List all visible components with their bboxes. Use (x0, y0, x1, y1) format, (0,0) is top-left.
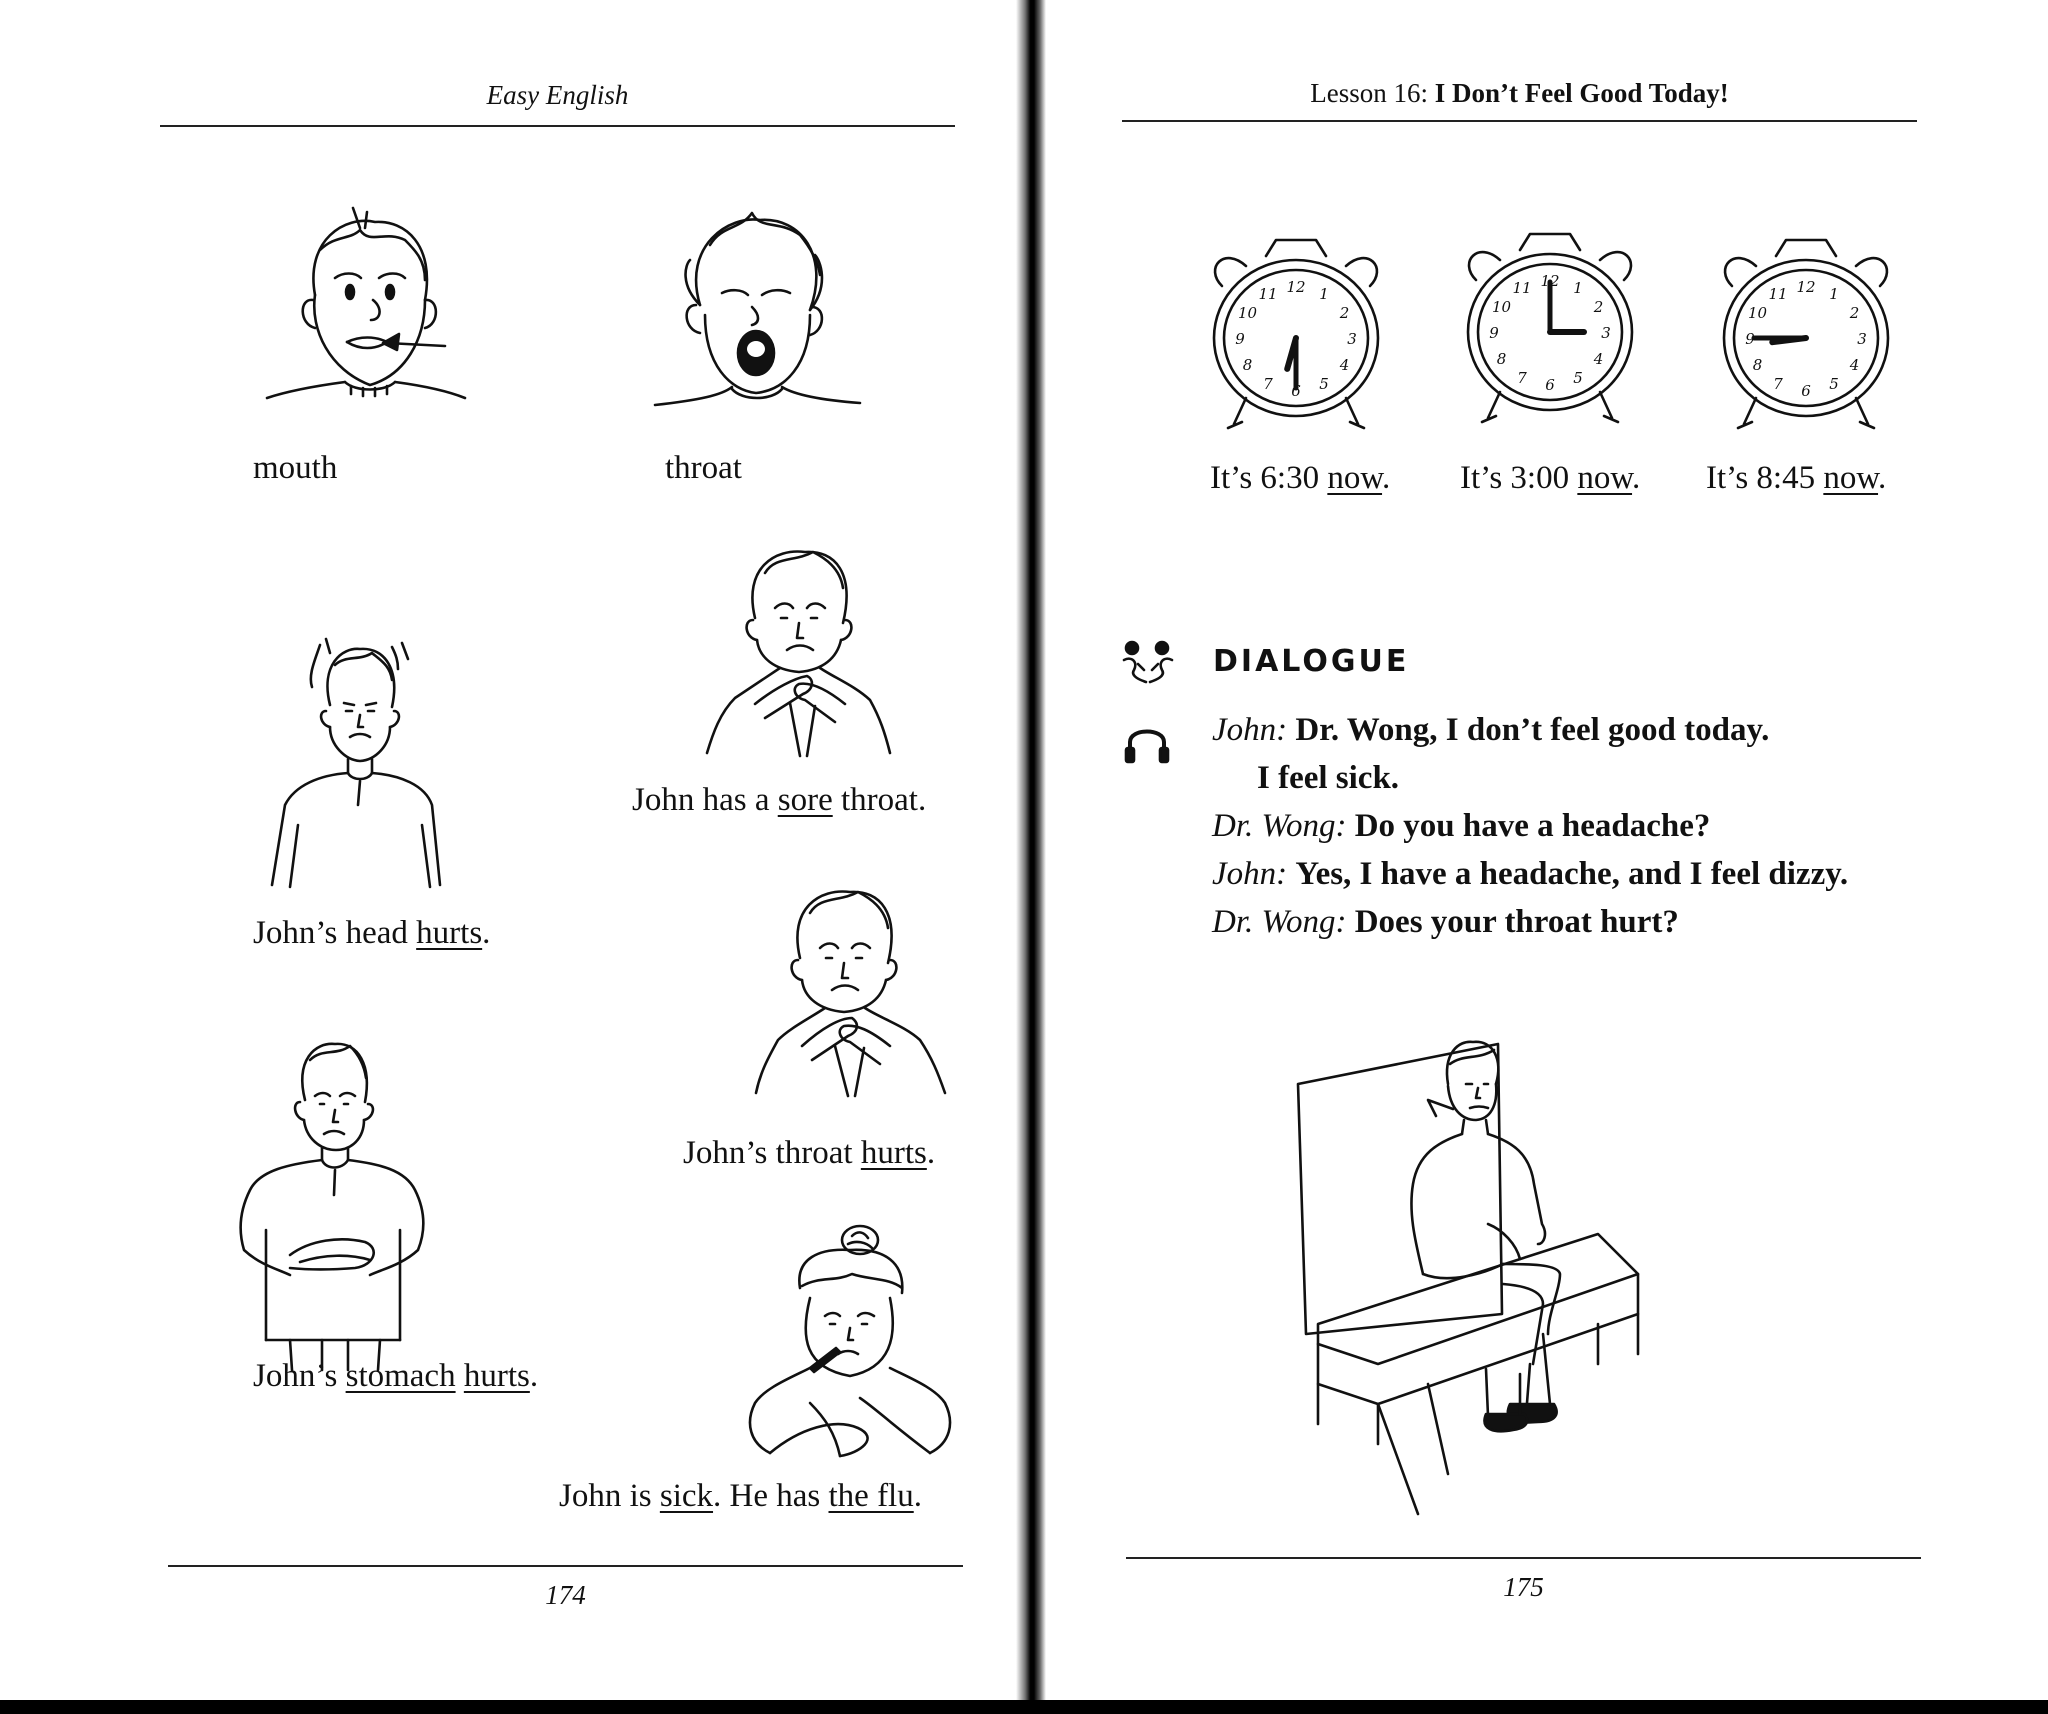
clock-0-numeral-9: 9 (1235, 330, 1245, 348)
clock-1-numeral-10: 10 (1491, 298, 1512, 316)
caption-throat-hurts (683, 1135, 935, 1172)
clock-2-numeral-11: 11 (1768, 285, 1788, 303)
dialogue-line-1 (1257, 760, 1399, 797)
clock-2-numeral-5: 5 (1829, 375, 1839, 393)
dialogue-text-4: Does your throat hurt? (1354, 904, 1679, 940)
clock-2 (1716, 228, 1896, 438)
clock-1-numeral-6: 6 (1545, 376, 1555, 394)
dialogue-line-4 (1212, 904, 1679, 941)
clock-1-numeral-12: 12 (1540, 272, 1560, 290)
stomach-sp (456, 1358, 464, 1394)
clock-0-numeral-10: 10 (1237, 304, 1258, 322)
clock-0-numeral-12: 12 (1286, 278, 1306, 296)
clock-1-post: . (1632, 460, 1641, 496)
stomach-pre: John’s (253, 1358, 346, 1394)
clock-0 (1206, 228, 1386, 438)
sore-u: sore (777, 782, 833, 818)
header-rule-left (160, 125, 955, 127)
throat-illustration (660, 205, 850, 415)
caption-sore-throat (632, 782, 926, 819)
clock-2-numeral-8: 8 (1752, 356, 1763, 374)
clock-0-numeral-11: 11 (1258, 285, 1278, 303)
clock-1-numeral-3: 3 (1601, 324, 1611, 342)
clock-1 (1460, 222, 1640, 432)
stomach-u1: stomach (345, 1358, 456, 1394)
clock-1-numeral-5: 5 (1573, 369, 1583, 387)
caption-head-hurts (253, 915, 490, 952)
clock-0-numeral-6: 6 (1291, 382, 1301, 400)
clock-2-numeral-12: 12 (1796, 278, 1816, 296)
dialogue-line-0 (1212, 712, 1769, 749)
dialogue-text-2: Do you have a headache? (1354, 808, 1711, 844)
clock-2-pre: It’s 8:45 (1706, 460, 1824, 496)
clock-2-post: . (1878, 460, 1887, 496)
flu-post: . (913, 1478, 922, 1514)
running-head-left: Easy English (486, 80, 629, 110)
sore-pre: John has a (632, 782, 778, 818)
clock-1-numeral-9: 9 (1489, 324, 1499, 342)
footer-rule-left (168, 1565, 963, 1567)
scan-bottom-edge (0, 1700, 2048, 1714)
flu-mid: . He has (713, 1478, 829, 1514)
flu-illustration (740, 1218, 960, 1458)
book-gutter (1016, 0, 1046, 1714)
clock-0-numeral-3: 3 (1347, 330, 1357, 348)
caption-flu (559, 1478, 922, 1515)
page-number-left: 174 (545, 1580, 586, 1610)
patient-exam-illustration (1298, 1024, 1698, 1514)
stomach-u2: hurts (463, 1358, 530, 1394)
clock-1-numeral-4: 4 (1593, 350, 1604, 368)
clock-2-numeral-7: 7 (1773, 375, 1783, 393)
throat-hurts-illustration (740, 868, 970, 1108)
clock-1-caption (1460, 460, 1640, 497)
clock-2-numeral-4: 4 (1849, 356, 1860, 374)
clock-0-numeral-8: 8 (1242, 356, 1253, 374)
headphones-icon (1124, 720, 1170, 766)
clock-2-caption (1706, 460, 1886, 497)
caption-throat: throat (665, 450, 742, 486)
clock-1-pre: It’s 3:00 (1460, 460, 1578, 496)
clock-1-numeral-11: 11 (1512, 279, 1532, 297)
sore-post: throat. (832, 782, 927, 818)
clock-2-numeral-1: 1 (1829, 285, 1839, 303)
clock-0-post: . (1382, 460, 1391, 496)
clock-0-now: now (1327, 460, 1383, 496)
throat-post: . (926, 1135, 936, 1171)
head-hurts-illustration (260, 625, 460, 895)
stomach-hurts-illustration (230, 1030, 430, 1350)
dialogue-speaker-2: Dr. Wong: (1212, 808, 1347, 844)
clock-1-numeral-8: 8 (1496, 350, 1507, 368)
clock-1-now: now (1577, 460, 1633, 496)
mouth-illustration (275, 200, 455, 400)
footer-rule-right (1126, 1557, 1921, 1559)
clock-0-pre: It’s 6:30 (1210, 460, 1328, 496)
clock-0-caption (1210, 460, 1390, 497)
clock-1-numeral-7: 7 (1517, 369, 1527, 387)
caption-stomach-hurts (253, 1358, 538, 1395)
running-head-title: I Don’t Feel Good Today! (1434, 78, 1729, 108)
clock-2-numeral-2: 2 (1849, 304, 1860, 322)
throat-pre: John’s throat (683, 1135, 861, 1171)
dialogue-speaker-3: John: (1212, 856, 1288, 892)
head-pre: John’s head (253, 915, 417, 951)
dialogue-speaker-4: Dr. Wong: (1212, 904, 1347, 940)
dialogue-line-3 (1212, 856, 1848, 893)
clock-2-numeral-10: 10 (1747, 304, 1768, 322)
clock-0-numeral-7: 7 (1263, 375, 1273, 393)
head-u: hurts (416, 915, 483, 951)
clock-1-numeral-1: 1 (1573, 279, 1583, 297)
flu-pre: John is (559, 1478, 660, 1514)
head-post: . (482, 915, 491, 951)
dialogue-heading: DIALOGUE (1213, 644, 1410, 679)
clock-1-numeral-2: 2 (1593, 298, 1604, 316)
running-head-prefix: Lesson 16: (1310, 78, 1435, 108)
flu-u1: sick (659, 1478, 714, 1514)
clock-2-numeral-3: 3 (1857, 330, 1867, 348)
dialogue-text-3: Yes, I have a headache, and I feel dizzy. (1295, 856, 1849, 892)
clock-0-numeral-5: 5 (1319, 375, 1329, 393)
sore-throat-illustration (695, 528, 905, 768)
clock-2-numeral-6: 6 (1801, 382, 1811, 400)
caption-mouth: mouth (253, 450, 338, 486)
header-rule-right (1122, 120, 1917, 122)
clock-0-numeral-4: 4 (1339, 356, 1350, 374)
clock-0-numeral-1: 1 (1319, 285, 1329, 303)
right-page (1046, 0, 2048, 1700)
dialogue-speaker-0: John: (1212, 712, 1288, 748)
flu-u2: the flu (828, 1478, 914, 1514)
page-number-right: 175 (1503, 1572, 1544, 1602)
dialogue-text-0: Dr. Wong, I don’t feel good today. (1295, 712, 1770, 748)
clock-2-now: now (1823, 460, 1879, 496)
left-page (0, 0, 1016, 1700)
dialogue-text-1: I feel sick. (1257, 760, 1400, 796)
running-head-right (1122, 78, 1917, 109)
dialogue-figures-icon (1120, 640, 1176, 686)
dialogue-line-2 (1212, 808, 1710, 845)
stomach-post: . (529, 1358, 539, 1394)
clock-2-numeral-9: 9 (1745, 330, 1755, 348)
throat-u: hurts (860, 1135, 927, 1171)
clock-0-numeral-2: 2 (1339, 304, 1350, 322)
